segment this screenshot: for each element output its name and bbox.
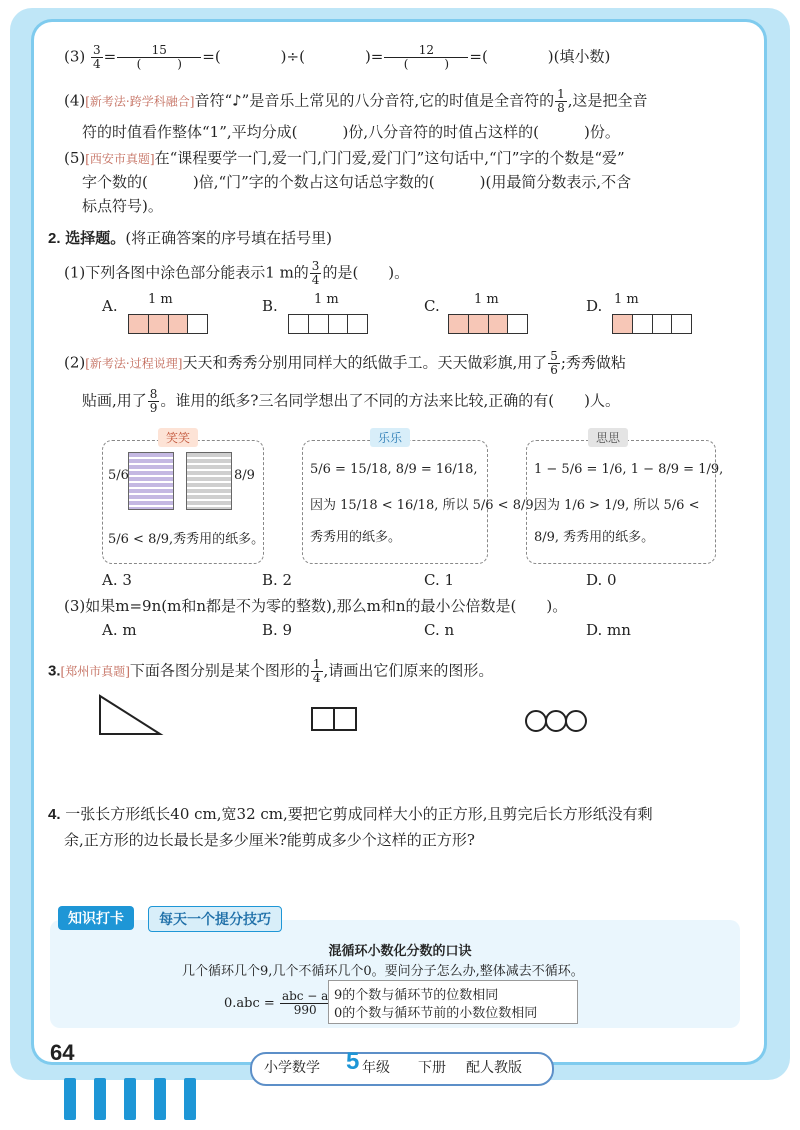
formula: 0.abc = $\frac{\text{abc − a}}{990}$ [224,989,329,1017]
fraction-bar-d [612,314,692,334]
decorative-stripe [64,1078,76,1120]
fraction: $\frac{1}{4}$ [312,657,321,685]
q1-part4-line1: (4)[新考法·跨学科融合]音符“♪”是音乐上常见的八分音符,它的时值是全音符的 $\frac{1}{8}$ ,这是把全音 [64,87,648,115]
dimension-label: 1 m [474,292,499,307]
footer-edition: 配人教版 [466,1059,522,1075]
footer-grade-suffix: 年级 [362,1059,390,1075]
student-step: 8/9, 秀秀用的纸多。 [534,530,655,545]
q2p2-option-a[interactable]: A. 3 [102,571,132,589]
q4-line2: 余,正方形的边长最长是多少厘米?能剪成多少个这样的正方形? [64,831,475,849]
q2p3-option-d[interactable]: D. mn [586,621,631,639]
fraction: $\frac{15}{( )}$ [117,44,201,71]
q2-part2-line1: (2)[新考法·过程说理]天天和秀秀分别用同样大的纸做手工。天天做彩旗,用了 $\frac{5}{6}$ ;秀秀做粘 [64,349,626,377]
bar-cell [672,315,691,333]
q2p1-option-d-letter[interactable]: D. [586,297,603,315]
bar-cell-shaded [613,315,633,333]
bar-cell-shaded [449,315,469,333]
fraction: $\frac{5}{6}$ [550,349,558,377]
shaded-rectangle-8-9 [186,452,232,510]
bar-cell-shaded [169,315,189,333]
page-number: 64 [50,1040,75,1065]
fraction-label: 8/9 [234,468,255,483]
bar-cell [348,315,367,333]
fraction-bar-b [288,314,368,334]
student-name-badge: 乐乐 [370,428,410,447]
q2p3-option-c[interactable]: C. n [424,621,455,639]
bar-cell [633,315,653,333]
bar-cell [329,315,349,333]
q3-prompt: 3.[郑州市真题]下面各图分别是某个图形的 $\frac{1}{4}$ ,请画出它们原来的图形。 [48,657,494,685]
student-step: 1 − 5/6 = 1/6, 1 − 8/9 = 1/9, [534,462,724,477]
formula-note: 9的个数与循环节的位数相同 [334,988,499,1003]
knowledge-badge: 知识打卡 [58,906,134,930]
knowledge-rhyme: 几个循环几个9,几个不循环几个0。要问分子怎么办,整体减去不循环。 [182,964,584,979]
q1-part5-line3: 标点符号)。 [82,197,163,215]
bar-cell-shaded [149,315,169,333]
fraction-bar-a [128,314,208,334]
q1-part4-line2: 符的时值看作整体“1”,平均分成( )份,八分音符的时值占这样的( )份。 [82,123,620,141]
bar-cell [309,315,329,333]
decimal-blank: =( )(填小数) [469,47,611,66]
student-conclusion: 5/6 < 8/9,秀秀用的纸多。 [108,532,265,547]
q2p3-option-a[interactable]: A. m [102,621,137,639]
footer-volume: 下册 [418,1059,446,1075]
fraction: $\frac{12}{( )}$ [384,44,468,71]
student-step: 因为 15/18 < 16/18, 所以 5/6 < 8/9, [310,498,538,513]
q2-part3: (3)如果m=9n(m和n都是不为零的整数),那么m和n的最小公倍数是( )。 [64,597,568,615]
footer-subject: 小学数学 [264,1059,320,1075]
bar-cell [188,315,207,333]
fraction: $\frac{8}{9}$ [149,387,158,415]
fraction: $\frac{1}{8}$ [557,87,565,115]
q1-part5-line2: 字个数的( )倍,“门”字的个数占这句话总字数的( )(用最简分数表示,不含 [82,173,632,191]
bar-cell [289,315,309,333]
formula-note: 0的个数与循环节前的小数位数相同 [334,1006,538,1021]
student-step: 秀秀用的纸多。 [310,530,402,545]
tag-label: [新考法·过程说理] [85,356,183,371]
decorative-stripe [94,1078,106,1120]
fraction: $\frac{3}{4}$ [93,43,101,71]
part-label: (3) [64,47,86,66]
tag-label: [西安市真题] [85,152,155,166]
q2-title: 2. 选择题。(将正确答案的序号填在括号里) [48,229,333,247]
right-triangle-figure [96,692,166,738]
tag-label: [新考法·跨学科融合] [85,94,195,109]
shaded-rectangle-5-6 [128,452,174,510]
q1-part5-line1: (5)[西安市真题]在“课程要学一门,爱一门,门门爱,爱门门”这句话中,“门”字的个数是“爱” [64,149,625,167]
decorative-stripe [124,1078,136,1120]
bar-cell [653,315,673,333]
dimension-label: 1 m [148,292,173,307]
bar-cell-shaded [469,315,489,333]
q2p2-option-d[interactable]: D. 0 [586,571,617,589]
student-step: 因为 1/6 > 1/9, 所以 5/6 < [534,498,700,513]
student-name-badge: 笑笑 [158,428,198,447]
fraction: $\frac{\text{abc − a}}{990}$ [281,989,329,1017]
knowledge-subtitle: 每天一个提分技巧 [148,906,282,932]
q2p3-option-b[interactable]: B. 9 [262,621,293,639]
student-name-badge: 思思 [588,428,628,447]
knowledge-title: 混循环小数化分数的口诀 [328,944,472,959]
q2p1-option-c-letter[interactable]: C. [424,297,440,315]
q4-line1: 4. 一张长方形纸长40 cm,宽32 cm,要把它剪成同样大小的正方形,且剪完后长方形纸没有剩 [48,805,653,823]
bar-cell-shaded [129,315,149,333]
q2-part2-line2: 贴画,用了 $\frac{8}{9}$ 。谁用的纸多?三名同学想出了不同的方法来比较,正确的有( )人。 [82,387,620,415]
decorative-stripe [154,1078,166,1120]
fraction: $\frac{3}{4}$ [311,259,320,287]
q1-part3: (3) $\frac{3}{4}$ = $\frac{15}{( )}$ =( )÷( )= $\frac{12}{( )}$ =( )(填小数) [64,43,611,71]
q2p2-option-b[interactable]: B. 2 [262,571,293,589]
fraction-bar-c [448,314,528,334]
student-step: 5/6 = 15/18, 8/9 = 16/18, [310,462,478,477]
q2-part1: (1)下列各图中涂色部分能表示1 m的 $\frac{3}{4}$ 的是( )。 [64,259,410,287]
q2p1-option-a-letter[interactable]: A. [102,297,118,315]
fraction-label: 5/6 [108,468,129,483]
tag-label: [郑州市真题] [60,664,130,679]
decorative-stripe [184,1078,196,1120]
footer-grade-number: 5 [346,1048,360,1075]
q2p2-option-c[interactable]: C. 1 [424,571,455,589]
q2p1-option-b-letter[interactable]: B. [262,297,278,315]
division-blanks: =( )÷( )= [202,47,384,66]
dimension-label: 1 m [314,292,339,307]
two-squares-figure [310,706,362,732]
three-circles-figure [524,708,588,734]
bar-cell-shaded [489,315,509,333]
dimension-label: 1 m [614,292,639,307]
bar-cell [508,315,527,333]
